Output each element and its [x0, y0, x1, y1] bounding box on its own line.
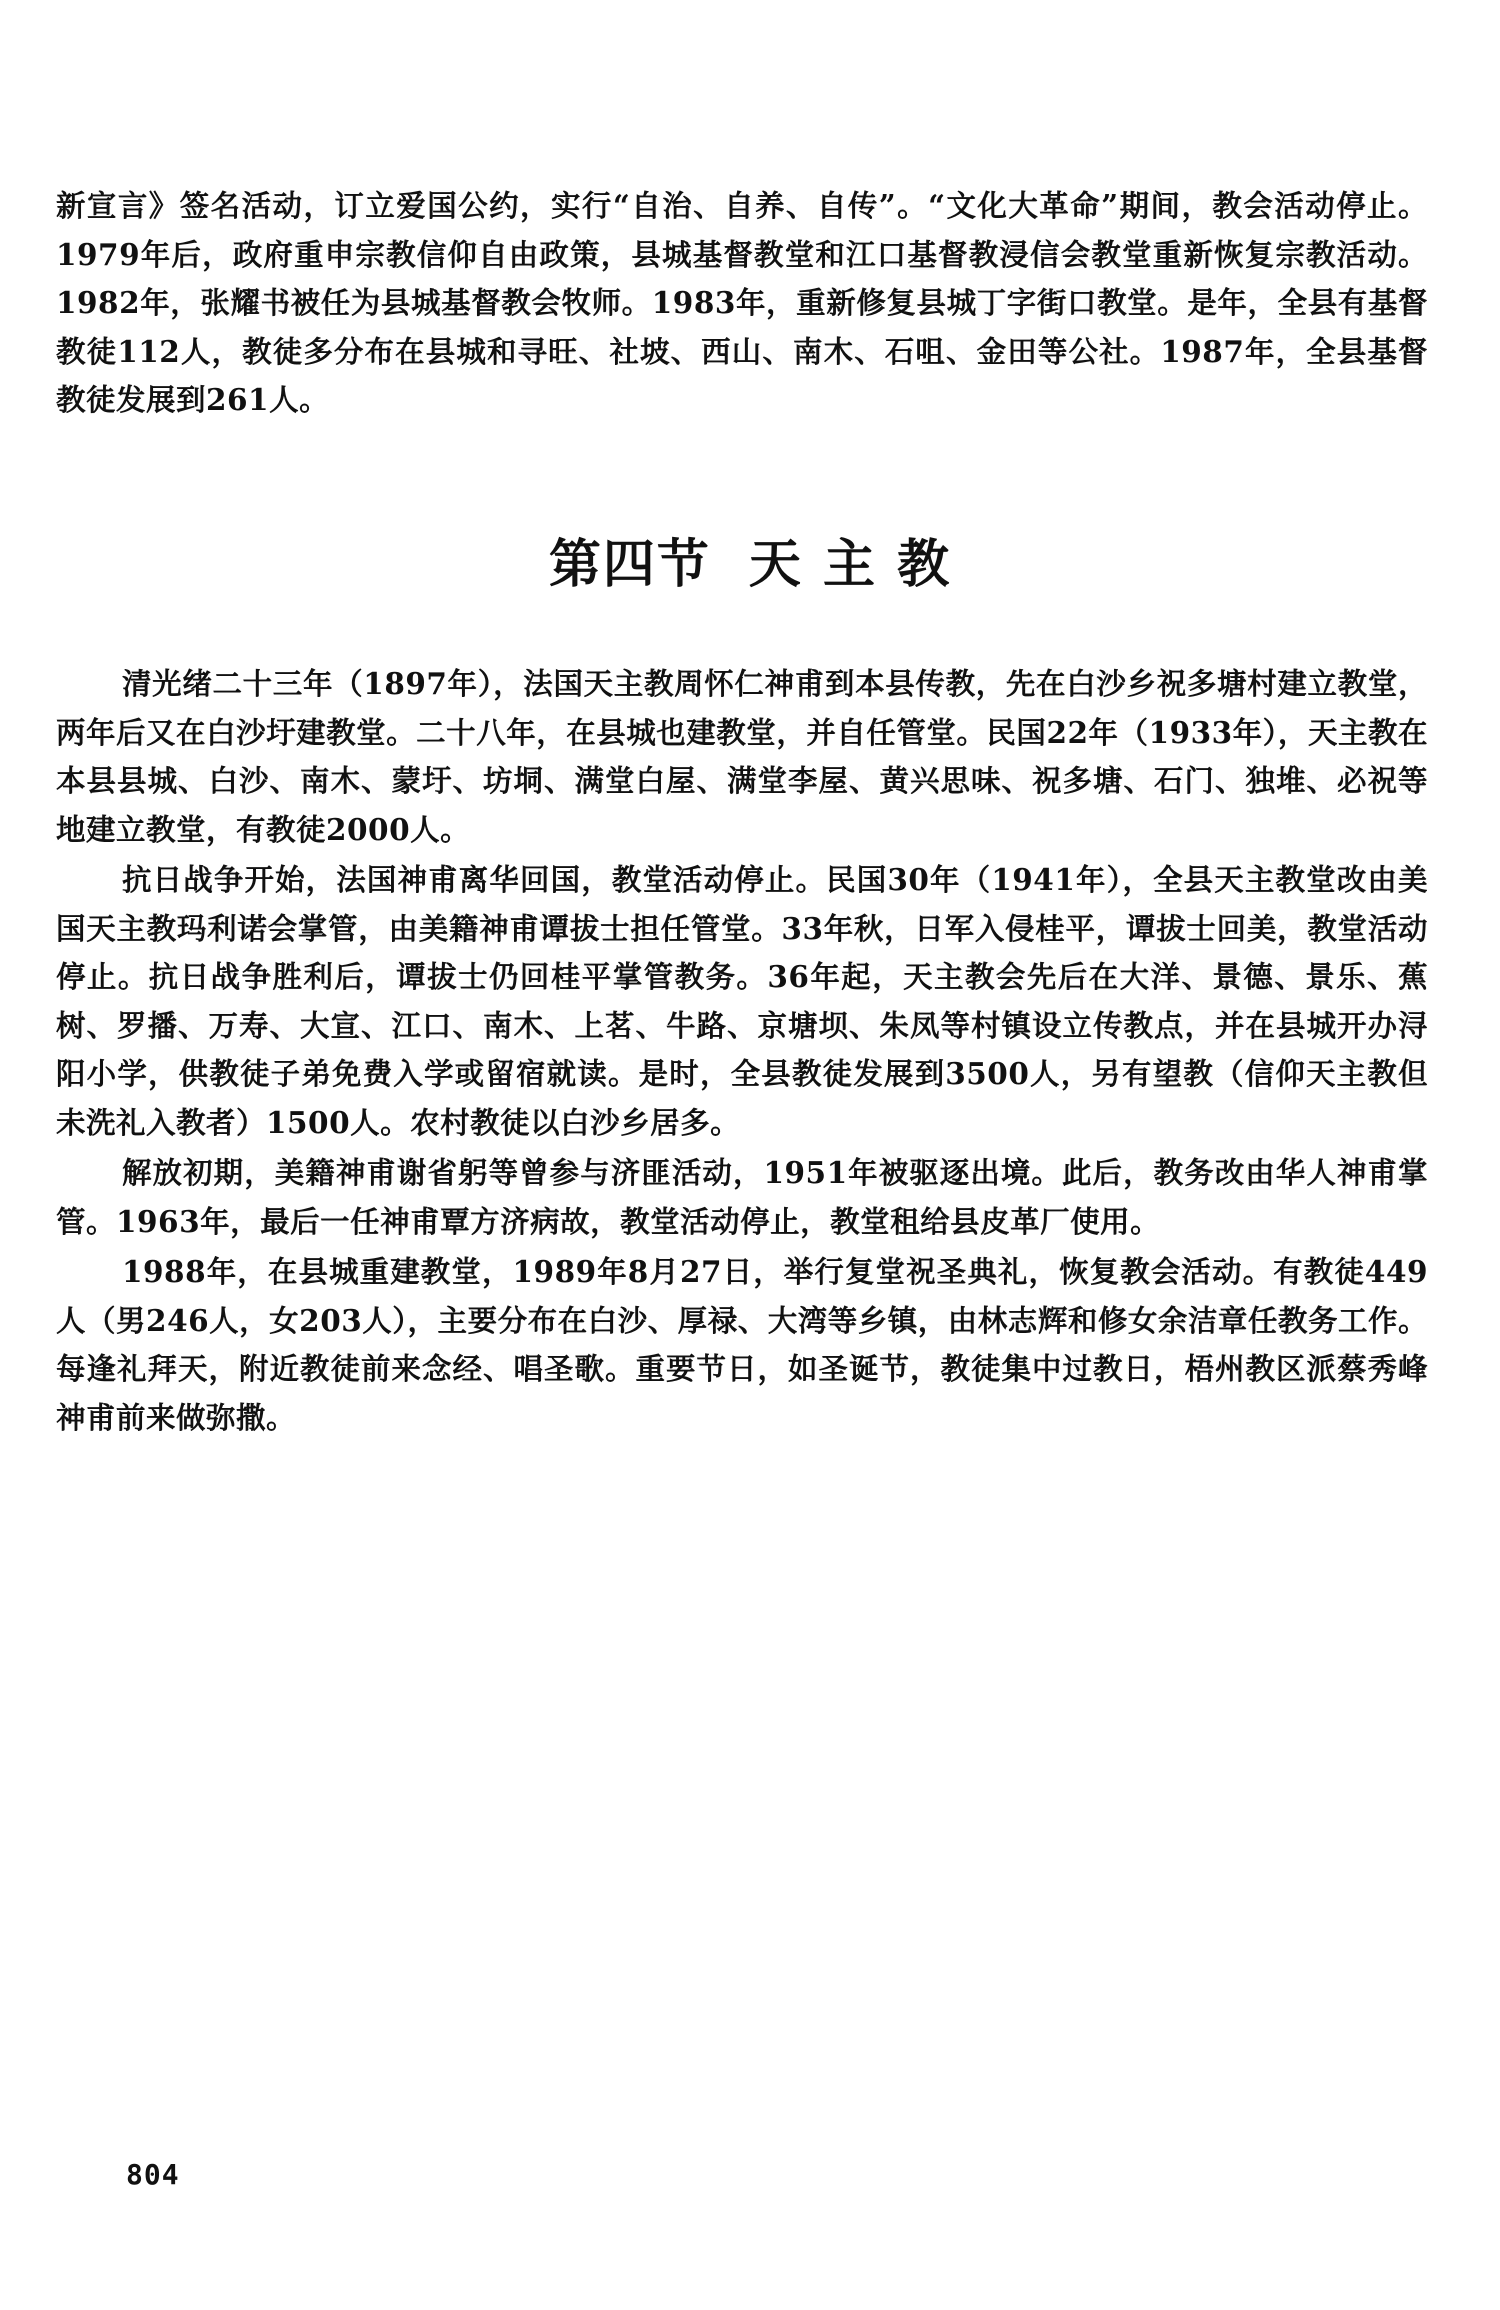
paragraph-qing-dynasty: 清光绪二十三年（1897年），法国天主教周怀仁神甫到本县传教，先在白沙乡祝多塘村建立教堂，两年后又在白沙圩建教堂。二十八年，在县城也建教堂，并自任管堂。民国22年（1933年），天主教在本县县城、白沙、南木、蒙圩、坊垌、满堂白屋、满堂李屋、黄兴思味、祝多塘、石门、独堆、必祝等地建立教堂，有教徒2000人。 — [56, 666, 1428, 847]
page-number: 804 — [126, 2158, 180, 2191]
paragraph-war-period: 抗日战争开始，法国神甫离华回国，教堂活动停止。民国30年（1941年），全县天主教堂改由美国天主教玛利诺会掌管，由美籍神甫谭拔士担任管堂。33年秋，日军入侵桂平，谭拔士回美，教堂活动停止。抗日战争胜利后，谭拔士仍回桂平掌管教务。36年起，天主教会先后在大洋、景德、景乐、蕉树、罗播、万寿、大宣、江口、南木、上茗、牛路、京塘坝、朱凤等村镇设立传教点，并在县城开办浔阳小学，供教徒子弟免费入学或留宿就读。是时，全县教徒发展到3500人，另有望教（信仰天主教但未洗礼入教者）1500人。农村教徒以白沙乡居多。 — [56, 862, 1428, 1140]
section-heading — [0, 522, 1500, 597]
section-body — [56, 660, 1428, 1442]
paragraph-liberation: 解放初期，美籍神甫谢省躬等曾参与济匪活动，1951年被驱逐出境。此后，教务改由华人神甫掌管。1963年，最后一任神甫覃方济病故，教堂活动停止，教堂租给县皮革厂使用。 — [56, 1155, 1428, 1239]
continued-paragraph: 新宣言》签名活动，订立爱国公约，实行“自治、自养、自传”。“文化大革命”期间，教会活动停止。1979年后，政府重申宗教信仰自由政策，县城基督教堂和江口基督教浸信会教堂重新恢复宗教活动。1982年，张耀书被任为县城基督教会牧师。1983年，重新修复县城丁字街口教堂。是年，全县有基督教徒112人，教徒多分布在县城和寻旺、社坡、西山、南木、石咀、金田等公社。1987年，全县基督教徒发展到261人。 — [56, 188, 1428, 417]
section-number: 第四节 — [548, 535, 711, 595]
section-name: 天 主 教 — [748, 535, 952, 595]
continued-paragraph-block — [56, 182, 1428, 425]
paragraph-1988-rebuild: 1988年，在县城重建教堂，1989年8月27日，举行复堂祝圣典礼，恢复教会活动。有教徒449人（男246人，女203人），主要分布在白沙、厚禄、大湾等乡镇，由林志辉和修女余洁章任教务工作。每逢礼拜天，附近教徒前来念经、唱圣歌。重要节日，如圣诞节，教徒集中过教日，梧州教区派蔡秀峰神甫前来做弥撒。 — [56, 1254, 1428, 1435]
